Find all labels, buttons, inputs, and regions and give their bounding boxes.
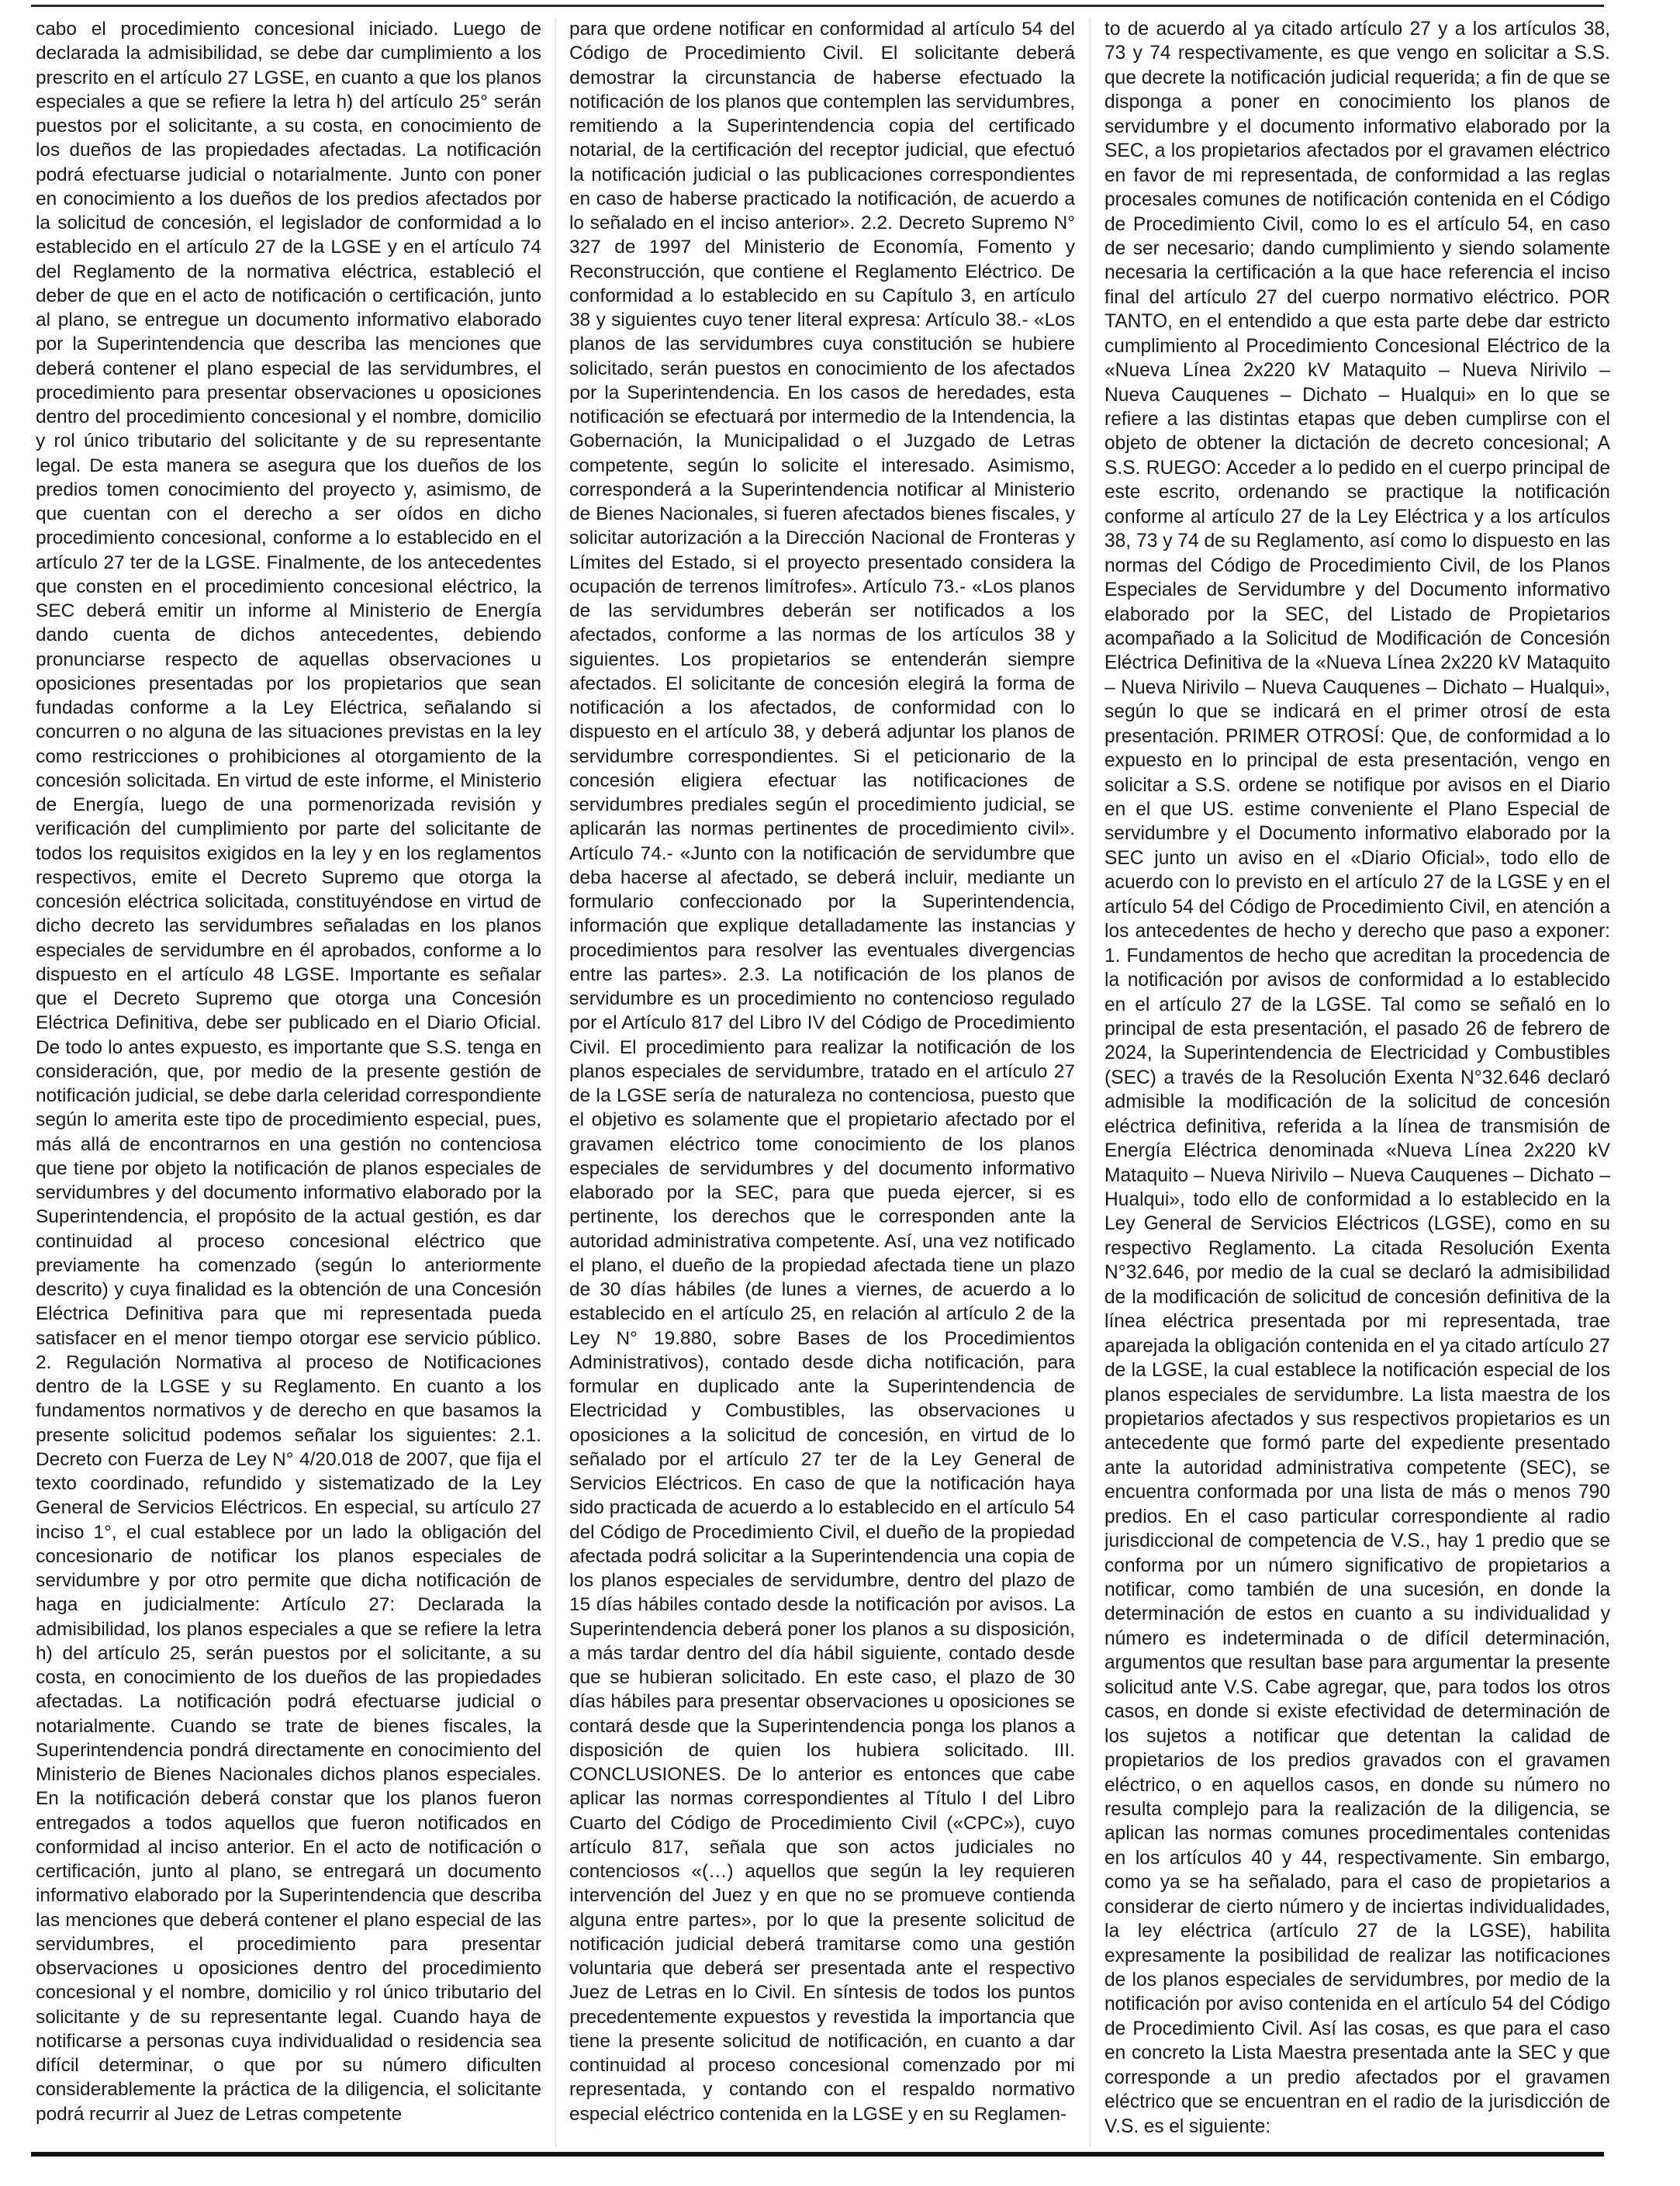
text-column-2 [569, 17, 1075, 2147]
text-column-3 [1104, 17, 1610, 2147]
column-divider-2 [1090, 17, 1091, 2147]
column-divider-1 [555, 17, 556, 2147]
column-2-text: para que ordene notificar en conformidad al artículo 54 del Código de Procedimiento Civil. El solicitante deberá demostrar la circunstancia de haberse efectuado la notificación de los planos que contemplen las servidumbres, remitiendo a la Superintendencia copia del certificado notarial, de la certificación del receptor judicial, que efectuó la notificación judicial o las publicaciones correspondientes en caso de haberse practicado la notificación, de acuerdo a lo señalado en el inciso anterior». 2.2. Decreto Supremo N° 327 de 1997 del Ministerio de Economía, Fomento y Reconstrucción, que contiene el Reglamento Eléctrico. De conformidad a lo establecido en su Capítulo 3, en artículo 38 y siguientes cuyo tener literal expresa: Artículo 38.- «Los planos de las servidumbres cuya constitución se hubiere solicitado, serán puestos en conocimiento de los afectados por la Superintendencia. En los casos de heredades, esta notificación se efectuará por intermedio de la Intendencia, la Gobernación, la Municipalidad o el Juzgado de Letras competente, según lo solicite el interesado. Asimismo, corresponderá a la Superintendencia notificar al Ministerio de Bienes Nacionales, si fueren afectados bienes fiscales, y solicitar autorización a la Dirección Nacional de Fronteras y Límites del Estado, si el proyecto presentado considera la ocupación de terrenos limítrofes». Artículo 73.- «Los planos de las servidumbres deberán ser notificados a los afectados, conforme a las normas de los artículos 38 y siguientes. Los propietarios se entenderán siempre afectados. El solicitante de concesión elegirá la forma de notificación a los afectados, de conformidad con lo dispuesto en el artículo 38, y deberá adjuntar los planos de servidumbre correspondientes. Si el peticionario de la concesión eligiera efectuar las notificaciones de servidumbres prediales según el procedimiento judicial, se aplicarán las normas pertinentes de procedimiento civil». Artículo 74.- «Junto con la notificación de servidumbre que deba hacerse al afectado, se deberá incluir, mediante un formulario confeccionado por la Superintendencia, información que explique detalladamente las instancias y procedimientos para resolver las eventuales divergencias entre las partes». 2.3. La notificación de los planos de servidumbre es un procedimiento no contencioso regulado por el Artículo 817 del Libro IV del Código de Procedimiento Civil. El procedimiento para realizar la notificación de los planos especiales de servidumbre, tratado en el artículo 27 de la LGSE sería de naturaleza no contenciosa, puesto que el objetivo es solamente que el propietario afectado por el gravamen eléctrico tome conocimiento de los planos especiales de servidumbres y del documento informativo elaborado por la SEC, para que pueda ejercer, si es pertinente, los derechos que le corresponden ante la autoridad administrativa competente. Así, una vez notificado el plano, el dueño de la propiedad afectada tiene un plazo de 30 días hábiles (de lunes a viernes, de acuerdo a lo establecido en el artículo 25, en relación al artículo 2 de la Ley N° 19.880, sobre Bases de los Procedimientos Administrativos), contado desde dicha notificación, para formular en duplicado ante la Superintendencia de Electricidad y Combustibles, las observaciones u oposiciones a la solicitud de concesión, en virtud de lo señalado por el artículo 27 ter de la Ley General de Servicios Eléctricos. En caso de que la notificación haya sido practicada de acuerdo a lo establecido en el artículo 54 del Código de Procedimiento Civil, el dueño de la propiedad afectada podrá solicitar a la Superintendencia una copia de los planos especiales de servidumbre, dentro del plazo de 15 días hábiles contado desde la notificación por avisos. La Superintendencia deberá poner los planos a su disposición, a más tardar dentro del día hábil siguiente, contado desde que se hubieran solicitado. En este caso, el plazo de 30 días hábiles para presentar observaciones u oposiciones se contará desde que la Superintendencia ponga los planos a disposición de quien los hubiera solicitado. III. CONCLUSIONES. De lo anterior es entonces que cabe aplicar las normas correspondientes al Título I del Libro Cuarto del Código de Procedimiento Civil («CPC»), cuyo artículo 817, señala que son actos judiciales no contenciosos «(…) aquellos que según la ley requieren intervención del Juez y en que no se promueve contienda alguna entre partes», por lo que la presente solicitud de notificación judicial deberá tramitarse como una gestión voluntaria que deberá ser presentada ante el respectivo Juez de Letras en lo Civil. En síntesis de todos los puntos precedentemente expuestos y revestida la importancia que tiene la presente solicitud de notificación, en cuanto a dar continuidad al proceso concesional comenzado por mi representada, y contando con el respaldo normativo especial eléctrico contenida en la LGSE y en su Reglamen- [569, 19, 1075, 2125]
column-1-text: cabo el procedimiento concesional iniciado. Luego de declarada la admisibilidad, se debe dar cumplimiento a los prescrito en el artículo 27 LGSE, en cuanto a que los planos especiales a que se refiere la letra h) del artículo 25° serán puestos por el solicitante, a su costa, en conocimiento de los dueños de las propiedades afectadas. La notificación podrá efectuarse judicial o notarialmente. Junto con poner en conocimiento a los dueños de los predios afectados por la solicitud de concesión, el legislador de conformidad a lo establecido en el artículo 27 de la LGSE y en el artículo 74 del Reglamento de la normativa eléctrica, estableció el deber de que en el acto de notificación o certificación, junto al plano, se entregue un documento informativo elaborado por la Superintendencia que describa las menciones que deberá contener el plano especial de las servidumbres, el procedimiento para presentar observaciones u oposiciones dentro del procedimiento concesional y el nombre, domicilio y rol único tributario del solicitante y de su representante legal. De esta manera se asegura que los dueños de los predios tomen conocimiento del proyecto y, asimismo, de que cuentan con el derecho a ser oídos en dicho procedimiento concesional, conforme a lo establecido en el artículo 27 ter de la LGSE. Finalmente, de los antecedentes que consten en el procedimiento concesional eléctrico, la SEC deberá emitir un informe al Ministerio de Energía dando cuenta de dichos antecedentes, debiendo pronunciarse respecto de aquellas observaciones u oposiciones presentadas por los propietarios que sean fundadas conforme a la Ley Eléctrica, señalando si concurren o no alguna de las situaciones previstas en la ley como restricciones o prohibiciones al otorgamiento de la concesión solicitada. En virtud de este informe, el Ministerio de Energía, luego de una pormenorizada revisión y verificación del cumplimiento por parte del solicitante de todos los requisitos exigidos en la ley y en los reglamentos respectivos, emite el Decreto Supremo que otorga la concesión eléctrica solicitada, constituyéndose en virtud de dicho decreto las servidumbres señaladas en los planos especiales de servidumbre en él aprobados, conforme a lo dispuesto en el artículo 48 LGSE. Importante es señalar que el Decreto Supremo que otorga una Concesión Eléctrica Definitiva, debe ser publicado en el Diario Oficial. De todo lo antes expuesto, es importante que S.S. tenga en consideración, que, por medio de la presente gestión de notificación judicial, se debe darla celeridad correspondiente según lo amerita este tipo de procedimiento especial, pues, más allá de encontrarnos en una gestión no contenciosa que tiene por objeto la notificación de planos especiales de servidumbres y del documento informativo elaborado por la Superintendencia, el propósito de la actual gestión, es dar continuidad al proceso concesional eléctrico que previamente ha comenzado (según lo anteriormente descrito) y cuya finalidad es la obtención de una Concesión Eléctrica Definitiva para que mi representada pueda satisfacer en el menor tiempo otorgar ese servicio público. 2. Regulación Normativa al proceso de Notificaciones dentro de la LGSE y su Reglamento. En cuanto a los fundamentos normativos y de derecho en que basamos la presente solicitud podemos señalar los siguientes: 2.1. Decreto con Fuerza de Ley N° 4/20.018 de 2007, que fija el texto coordinado, refundido y sistematizado de la Ley General de Servicios Eléctricos. En especial, su artículo 27 inciso 1°, el cual establece por un lado la obligación del concesionario de notificar los planos especiales de servidumbre y por otro permite que dicha notificación de haga en judicialmente: Artículo 27: Declarada la admisibilidad, los planos especiales a que se refiere la letra h) del artículo 25, serán puestos por el solicitante, a su costa, en conocimiento de los dueños de las propiedades afectadas. La notificación podrá efectuarse judicial o notarialmente. Cuando se trate de bienes fiscales, la Superintendencia pondrá directamente en conocimiento del Ministerio de Bienes Nacionales dichos planos especiales. En la notificación deberá constar que los planos fueron entregados a todos aquellos que fueron notificados en conformidad al inciso anterior. En el acto de notificación o certificación, junto al plano, se entregará un documento informativo elaborado por la Superintendencia que describa las menciones que deberá contener el plano especial de las servidumbres, el procedimiento para presentar observaciones u oposiciones dentro del procedimiento concesional y el nombre, domicilio y rol único tributario del solicitante y de su representante legal. Cuando haya de notificarse a personas cuya individualidad o residencia sea difícil determinar, o que por su número dificulten considerablemente la práctica de la diligencia, el solicitante podrá recurrir al Juez de Letras competente [36, 19, 541, 2125]
top-rule [31, 5, 1604, 7]
text-column-1 [36, 17, 541, 2147]
column-3-text: to de acuerdo al ya citado artículo 27 y a los artículos 38, 73 y 74 respectivamente, es que vengo en solicitar a S.S. que decrete la notificación judicial requerida; a fin de que se disponga a poner en conocimiento los planos de servidumbre y el documento informativo elaborado por la SEC, a los propietarios afectados por el gravamen eléctrico en favor de mi representada, de conformidad a las reglas procesales comunes de notificación contenida en el Código de Procedimiento Civil, como lo es el artículo 54, en caso de ser necesario; dando cumplimiento y siendo solamente necesaria la certificación a la que hace referencia el inciso final del artículo 27 del cuerpo normativo eléctrico. POR TANTO, en el entendido a que esta parte debe dar estricto cumplimiento al Procedimiento Concesional Eléctrico de la «Nueva Línea 2x220 kV Mataquito – Nueva Nirivilo – Nueva Cauquenes – Dichato – Hualqui» en lo que se refiere a las distintas etapas que deben cumplirse con el objeto de obtener la dictación de decreto concesional; A S.S. RUEGO: Acceder a lo pedido en el cuerpo principal de este escrito, ordenando se practique la notificación conforme al artículo 27 de la Ley Eléctrica y a los artículos 38, 73 y 74 de su Reglamento, así como lo dispuesto en las normas del Código de Procedimiento Civil, de los Planos Especiales de Servidumbre y del Documento informativo elaborado por la SEC, del Listado de Propietarios acompañado a la Solicitud de Modificación de Concesión Eléctrica Definitiva de la «Nueva Línea 2x220 kV Mataquito – Nueva Nirivilo – Nueva Cauquenes – Dichato – Hualqui», según lo que se indicará en el primer otrosí de esta presentación. PRIMER OTROSÍ: Que, de conformidad a lo expuesto en lo principal de esta presentación, vengo en solicitar a S.S. ordene se notifique por avisos en el Diario en el que US. estime conveniente el Plano Especial de servidumbre y el Documento informativo elaborado por la SEC junto un aviso en el «Diario Oficial», todo ello de acuerdo con lo previsto en el artículo 27 de la LGSE y en el artículo 54 del Código de Procedimiento Civil, en atención a los antecedentes de hecho y derecho que paso a exponer: 1. Fundamentos de hecho que acreditan la procedencia de la notificación por avisos de conformidad a lo establecido en el artículo 27 de la LGSE. Tal como se señaló en lo principal de esta presentación, el pasado 26 de febrero de 2024, la Superintendencia de Electricidad y Combustibles (SEC) a través de la Resolución Exenta N°32.646 declaró admisible la modificación de la solicitud de concesión eléctrica definitiva, referida a la línea de transmisión de Energía Eléctrica denominada «Nueva Línea 2x220 kV Mataquito – Nueva Nirivilo – Nueva Cauquenes – Dichato – Hualqui», todo ello de conformidad a lo establecido en la Ley General de Servicios Eléctricos (LGSE), como en su respectivo Reglamento. La citada Resolución Exenta N°32.646, por medio de la cual se declaró la admisibilidad de la modificación de solicitud de concesión definitiva de la línea eléctrica presentada por mi representada, trae aparejada la obligación contenida en el ya citado artículo 27 de la LGSE, la cual establece la notificación especial de los planos especiales de servidumbre. La lista maestra de los propietarios afectados y sus respectivos propietarios es un antecedente que formó parte del expediente presentado ante la autoridad administrativa competente (SEC), se encuentra conformada por una lista de más o menos 790 predios. En el caso particular correspondiente al radio jurisdiccional de competencia de V.S., hay 1 predio que se conforma por un número significativo de propietarios a notificar, como también de una sucesión, en donde la determinación de estos en cuanto a su individualidad y número es indeterminada o de difícil determinación, argumentos que resultan base para argumentar la presente solicitud ante V.S. Cabe agregar, que, para todos los otros casos, en donde si existe efectividad de determinación de los sujetos a notificar que detentan la calidad de propietarios de los predios gravados con el gravamen eléctrico, o en aquellos casos, en donde su número no resulta complejo para la realización de la diligencia, se aplican las normas comunes procedimentales contenidas en los artículos 40 y 44, respectivamente. Sin embargo, como ya se ha señalado, para el caso de propietarios a considerar de cierto número y de inciertas individualidades, la ley eléctrica (artículo 27 de la LGSE), habilita expresamente la posibilidad de realizar las notificaciones de los planos especiales de servidumbres, por medio de la notificación por aviso contenida en el artículo 54 del Código de Procedimiento Civil. Así las cosas, es que para el caso en concreto la Lista Maestra presentada ante la SEC y que corresponde a un predio afectados por el gravamen eléctrico que se encuentran en el radio de la jurisdicción de V.S. es el siguiente: [1104, 19, 1610, 2137]
bottom-rule [31, 2152, 1604, 2157]
